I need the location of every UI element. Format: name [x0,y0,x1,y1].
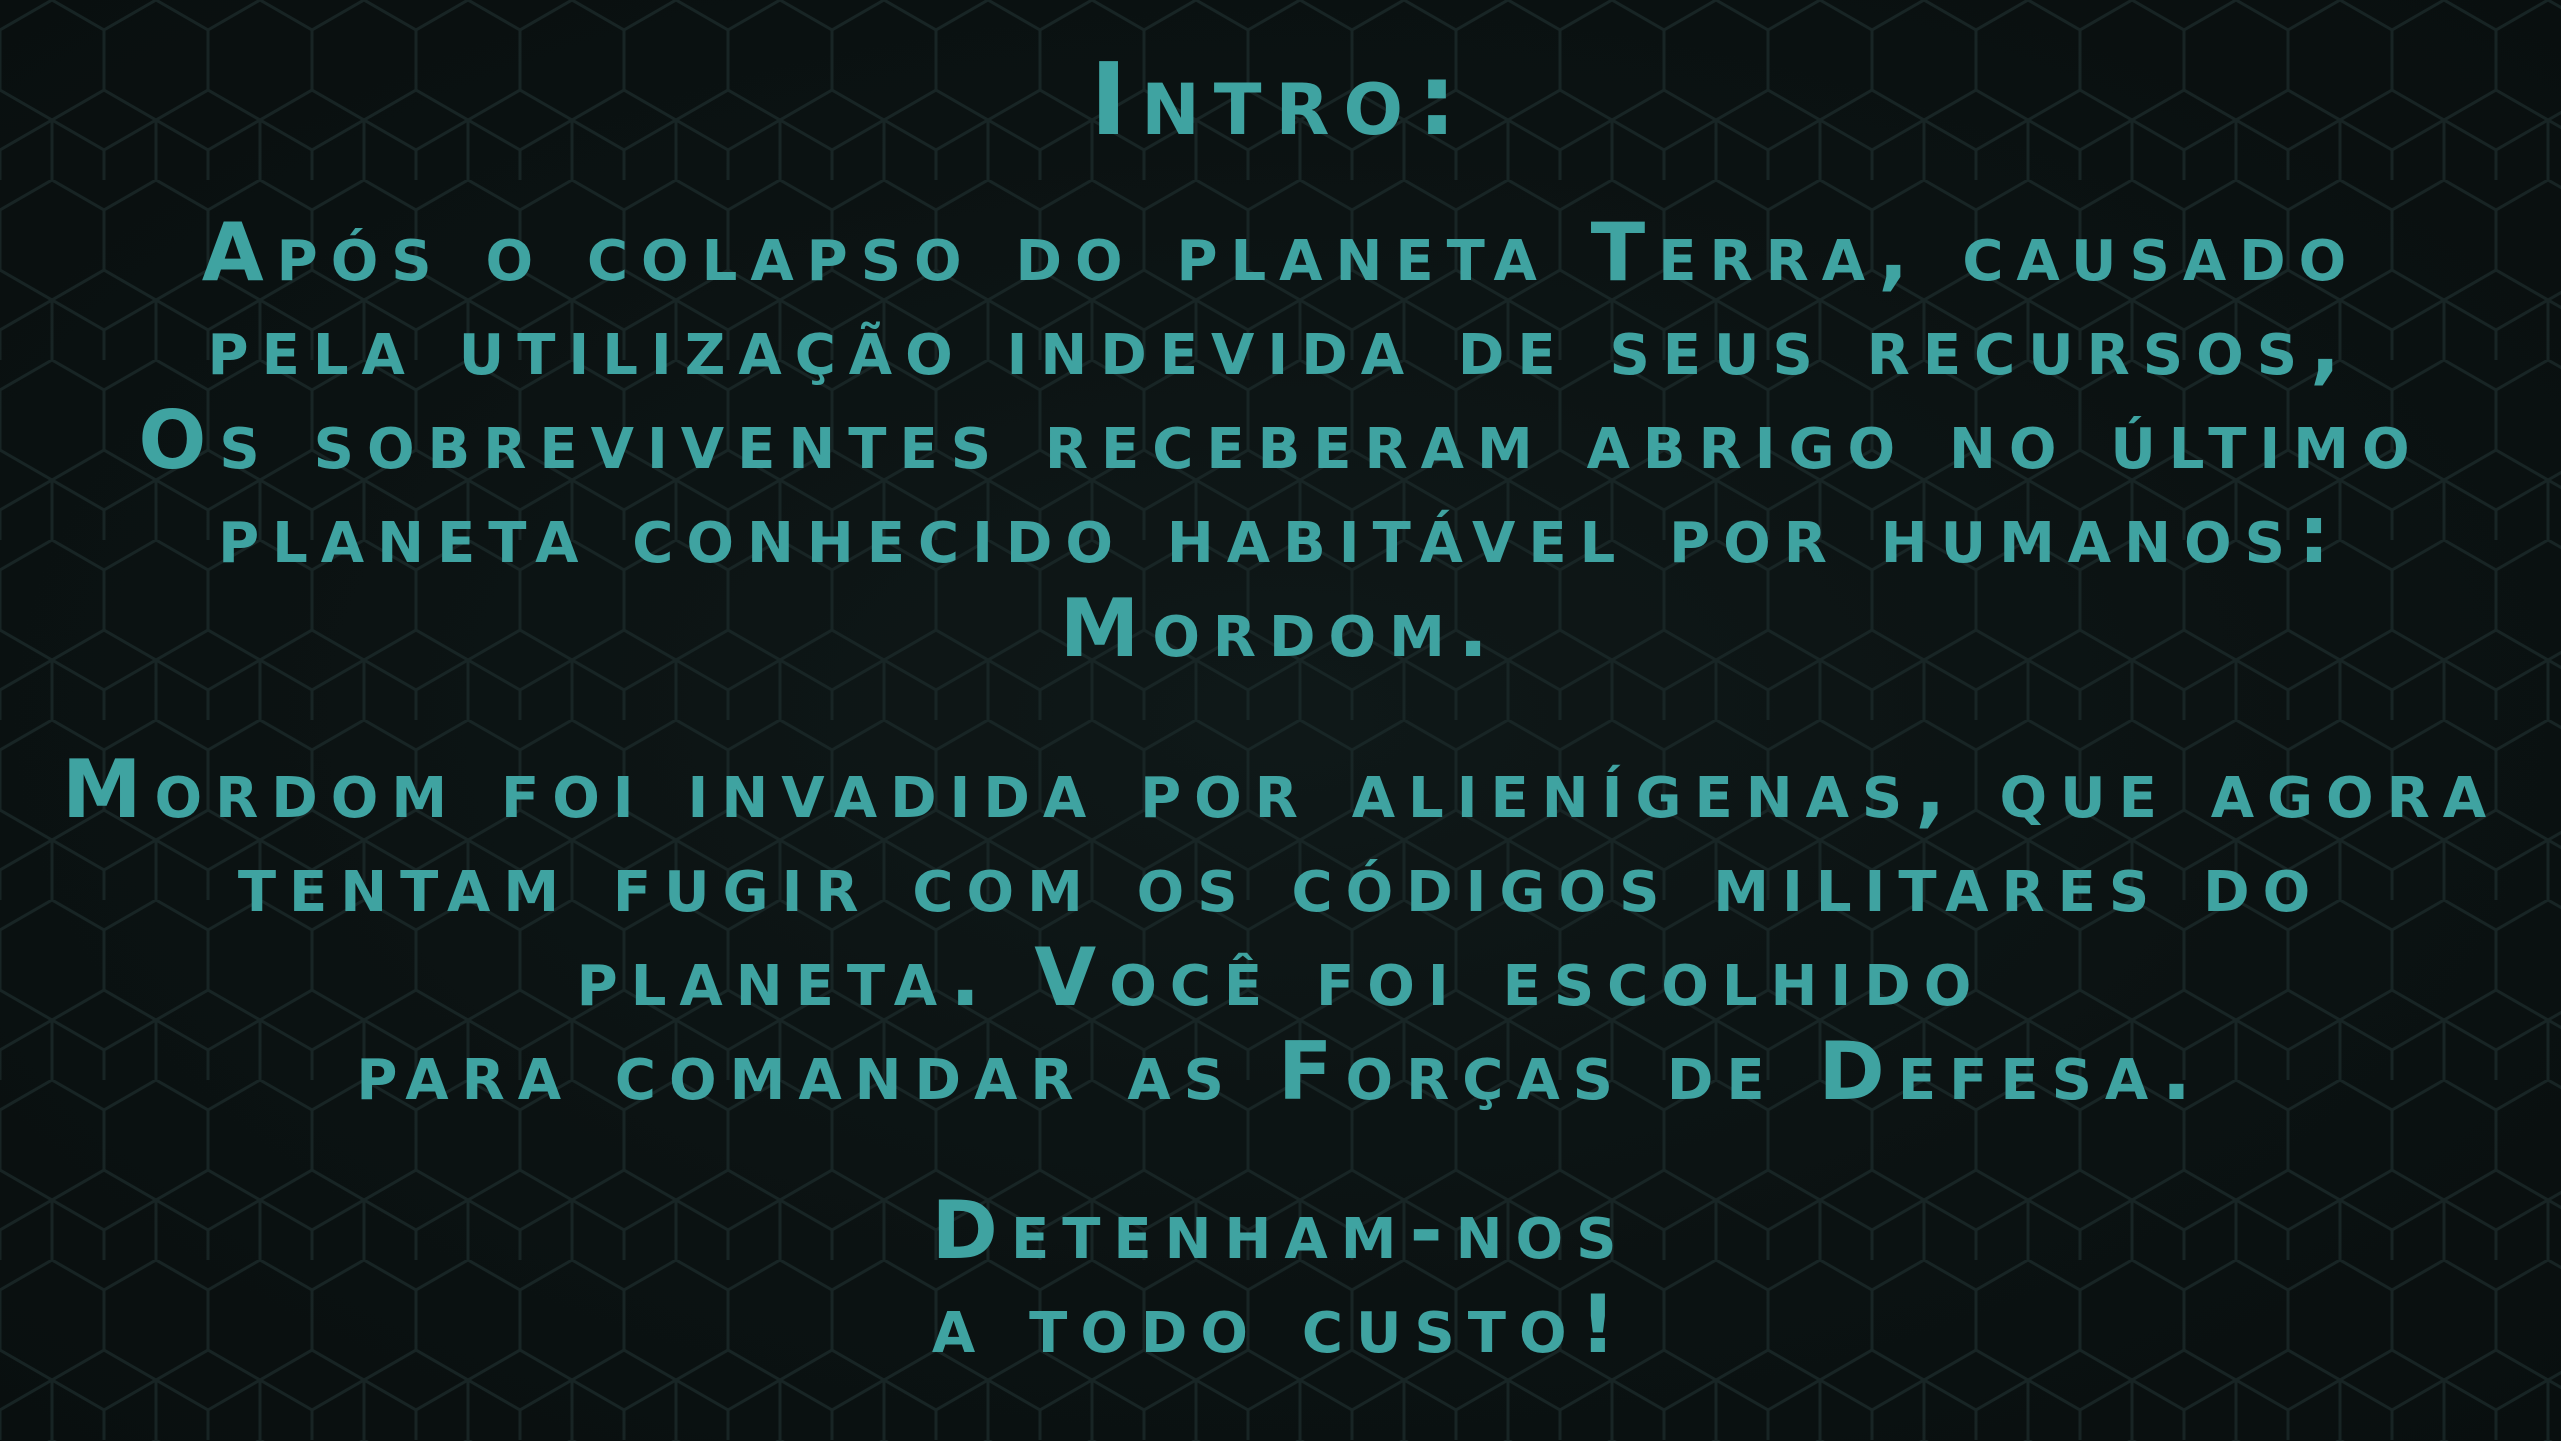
story-line: Os sobreviventes receberam abrigo no último [138,394,2423,487]
story-paragraph-2 [0,743,2561,1119]
story-line: Detenham-nos [931,1184,1630,1277]
story-line: Após o colapso do planeta Terra, causado [201,206,2360,299]
story-line: Mordom foi invadida por alienígenas, que agora [61,743,2500,836]
story-line: tentam fugir com os códigos militares do [237,837,2324,930]
story-paragraph-3 [0,1184,2561,1372]
story-paragraph-1 [0,206,2561,676]
story-line: planeta. Você foi escolhido [576,931,1985,1024]
story-line: Mordom. [1059,582,1502,675]
story-line: pela utilização indevida de seus recursos, [207,300,2354,393]
story-line: para comandar as Forças de Defesa. [356,1025,2205,1118]
intro-title: Intro: [1090,41,1471,158]
story-line: planeta conhecido habitável por humanos: [218,488,2343,581]
story-line: a todo custo! [931,1278,1630,1371]
